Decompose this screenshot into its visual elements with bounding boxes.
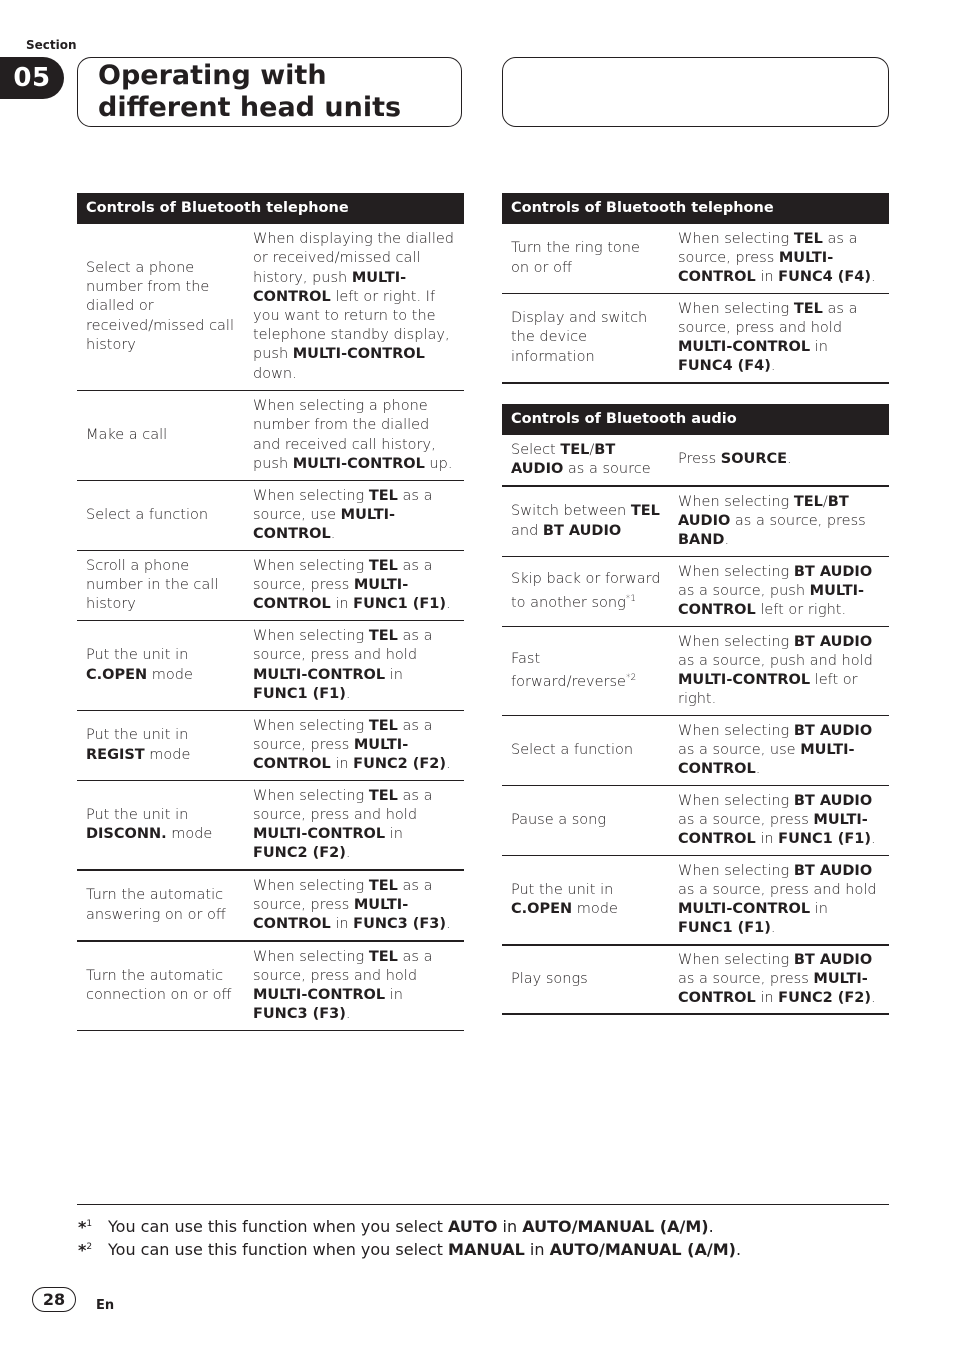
action-cell: Turn the automatic answering on or off bbox=[86, 887, 226, 923]
footnote-mark: *$^2$ bbox=[78, 1240, 93, 1260]
action-cell: Put the unit in REGIST mode bbox=[86, 727, 191, 763]
table-row bbox=[77, 224, 464, 391]
table-heading: Controls of Bluetooth telephone bbox=[502, 193, 889, 224]
table-row bbox=[502, 557, 889, 627]
action-cell: Pause a song bbox=[511, 811, 607, 828]
page-title: Operating with different head units bbox=[98, 60, 402, 123]
footnote bbox=[78, 1236, 741, 1261]
action-cell: Make a call bbox=[86, 426, 168, 443]
table-row bbox=[502, 627, 889, 716]
section-label: Section bbox=[26, 38, 77, 52]
action-cell: Put the unit in C.OPEN mode bbox=[511, 881, 618, 917]
section-number-tab: 05 bbox=[0, 57, 64, 99]
method-cell: When selecting BT AUDIO as a source, use MULTI-CONTROL. bbox=[678, 722, 873, 778]
action-cell: Switch between TEL and BT AUDIO bbox=[511, 503, 660, 539]
action-cell: Select a phone number from the dialled or received/missed call history bbox=[86, 259, 234, 353]
footnote-divider bbox=[77, 1204, 889, 1205]
empty-header-box bbox=[502, 57, 889, 127]
action-cell: Turn the automatic connection on or off bbox=[86, 967, 232, 1003]
method-cell: When selecting TEL as a source, press and hold MULTI-CONTROL in FUNC3 (F3). bbox=[253, 948, 433, 1023]
table-row bbox=[77, 551, 464, 621]
table-row bbox=[77, 942, 464, 1031]
method-cell: When displaying the dialled or received/missed call history, push MULTI-CONTROL left or right. If you want to return to the telephone standby display, push MULTI-CONTROL down. bbox=[253, 231, 454, 382]
action-cell: Skip back or forward to another song$^{*1}$ bbox=[511, 571, 661, 611]
action-cell: Scroll a phone number in the call history bbox=[86, 557, 219, 613]
right-table-audio bbox=[502, 404, 889, 1015]
method-cell: When selecting BT AUDIO as a source, push and hold MULTI-CONTROL left or right. bbox=[678, 633, 873, 708]
footnote bbox=[78, 1213, 714, 1238]
table-heading: Controls of Bluetooth telephone bbox=[77, 193, 464, 224]
footnote-text: You can use this function when you select AUTO in AUTO/MANUAL (A/M). bbox=[108, 1217, 714, 1237]
action-cell: Display and switch the device information bbox=[511, 310, 648, 365]
method-cell: When selecting BT AUDIO as a source, press MULTI-CONTROL in FUNC1 (F1). bbox=[678, 792, 876, 848]
table-row bbox=[502, 224, 889, 294]
footnote-mark: *$^1$ bbox=[78, 1217, 93, 1237]
table-row bbox=[77, 481, 464, 551]
method-cell: When selecting BT AUDIO as a source, press and hold MULTI-CONTROL in FUNC1 (F1). bbox=[678, 862, 877, 937]
table-row bbox=[502, 946, 889, 1015]
action-cell: Select TEL/BT AUDIO as a source bbox=[511, 441, 651, 477]
action-cell: Turn the ring tone on or off bbox=[511, 240, 640, 276]
method-cell: Press SOURCE. bbox=[678, 451, 792, 468]
method-cell: When selecting a phone number from the dialled and received call history, push MULTI-CONTROL up. bbox=[253, 398, 453, 472]
table-row bbox=[502, 856, 889, 946]
method-cell: When selecting BT AUDIO as a source, push MULTI-CONTROL left or right. bbox=[678, 563, 873, 619]
table-row bbox=[502, 294, 889, 384]
method-cell: When selecting TEL as a source, press MULTI-CONTROL in FUNC1 (F1). bbox=[253, 557, 451, 613]
table-row bbox=[77, 391, 464, 481]
table-row bbox=[77, 781, 464, 871]
table-heading: Controls of Bluetooth audio bbox=[502, 404, 889, 435]
method-cell: When selecting TEL/BT AUDIO as a source, press BAND. bbox=[678, 493, 866, 549]
method-cell: When selecting BT AUDIO as a source, press MULTI-CONTROL in FUNC2 (F2). bbox=[678, 951, 876, 1007]
method-cell: When selecting TEL as a source, press MULTI-CONTROL in FUNC4 (F4). bbox=[678, 230, 876, 286]
title-box bbox=[77, 57, 462, 127]
method-cell: When selecting TEL as a source, press and hold MULTI-CONTROL in FUNC4 (F4). bbox=[678, 300, 858, 375]
method-cell: When selecting TEL as a source, use MULTI-CONTROL. bbox=[253, 487, 433, 543]
action-cell: Fast forward/reverse$^{*2}$ bbox=[511, 650, 637, 690]
method-cell: When selecting TEL as a source, press and hold MULTI-CONTROL in FUNC1 (F1). bbox=[253, 628, 433, 702]
table-row bbox=[77, 711, 464, 781]
method-cell: When selecting TEL as a source, press and hold MULTI-CONTROL in FUNC2 (F2). bbox=[253, 787, 433, 862]
method-cell: When selecting TEL as a source, press MULTI-CONTROL in FUNC3 (F3). bbox=[253, 877, 451, 933]
action-cell: Select a function bbox=[511, 741, 634, 758]
language-label: En bbox=[96, 1298, 115, 1313]
footnote-text: You can use this function when you select MANUAL in AUTO/MANUAL (A/M). bbox=[108, 1240, 742, 1260]
action-cell: Select a function bbox=[86, 506, 209, 523]
table-row bbox=[502, 716, 889, 786]
action-cell: Play songs bbox=[511, 970, 588, 987]
action-cell: Put the unit in DISCONN. mode bbox=[86, 806, 213, 842]
table-row bbox=[502, 487, 889, 557]
page-number: 28 bbox=[32, 1287, 76, 1312]
right-table-telephone bbox=[502, 193, 889, 384]
action-cell: Put the unit in C.OPEN mode bbox=[86, 647, 193, 683]
table-row bbox=[77, 621, 464, 711]
table-row bbox=[502, 435, 889, 487]
method-cell: When selecting TEL as a source, press MULTI-CONTROL in FUNC2 (F2). bbox=[253, 717, 451, 773]
left-table bbox=[77, 193, 464, 1031]
table-row bbox=[502, 786, 889, 856]
table-row bbox=[77, 871, 464, 942]
